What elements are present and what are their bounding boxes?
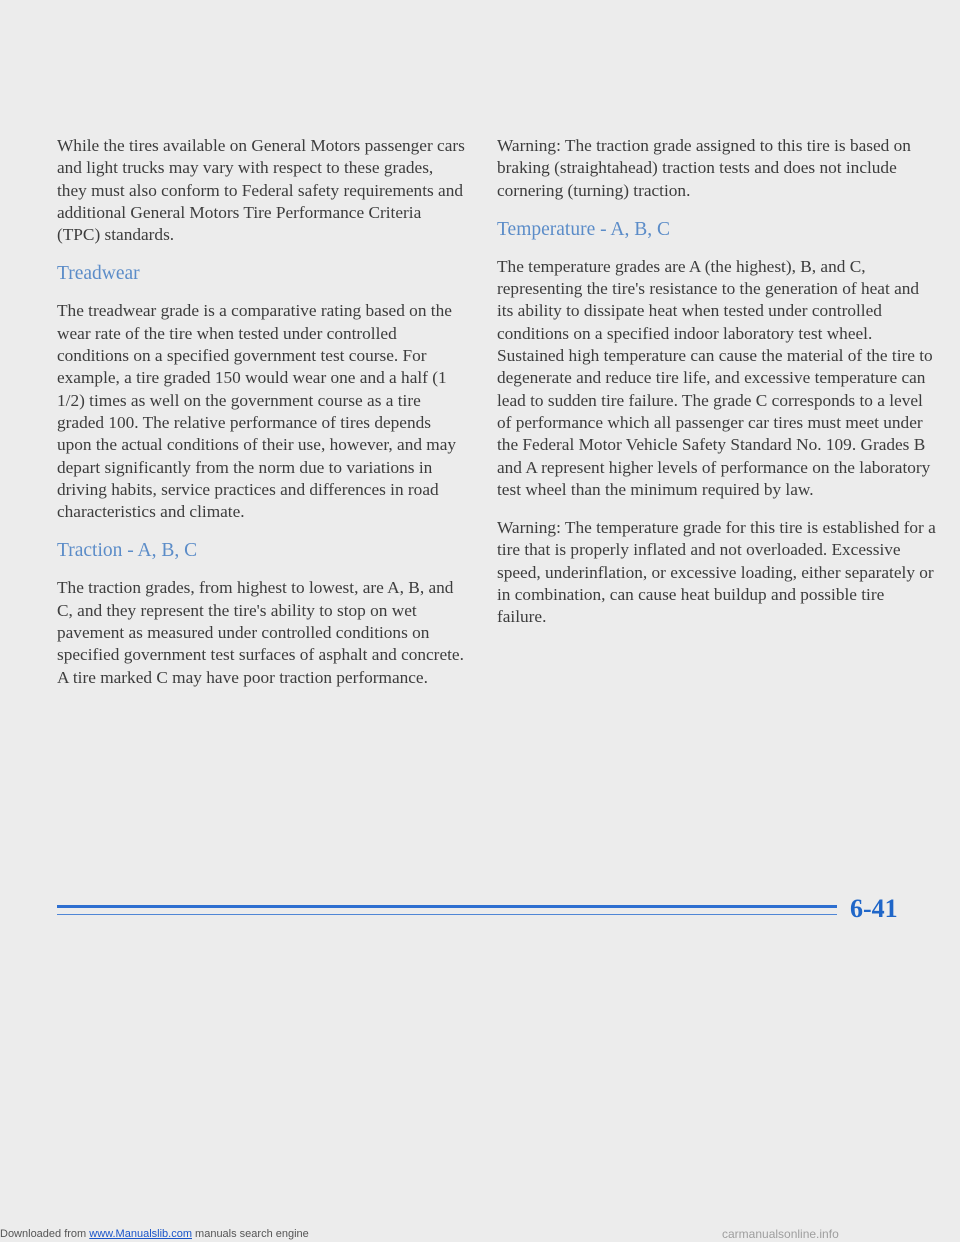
temperature-paragraph: The temperature grades are A (the highest), B, and C, representing the tire's resistance to the generation of heat and its ability to dissipate heat when tested under controlled conditions on a specified indoor laboratory test wheel. Sustained high temperature can cause the material of the tire to degenerate and reduce tire life, and excessive temperature can lead to sudden tire failure. The grade C corresponds to a level of performance which all passenger car tires must meet under the Federal Motor Vehicle Safety Standard No. 109. Grades B and A represent higher levels of performance on the laboratory test wheel than the minimum required by law. <box>497 256 933 499</box>
treadwear-heading: Treadwear <box>57 263 140 285</box>
footer-rule-thin <box>57 914 837 915</box>
traction-warning-paragraph: Warning: The traction grade assigned to this tire is based on braking (straightahead) traction tests and does not include cornering (turning) traction. <box>497 136 911 200</box>
traction-heading: Traction - A, B, C <box>57 540 198 562</box>
temperature-heading: Temperature - A, B, C <box>497 218 671 240</box>
watermark: carmanualsonline.info <box>722 1227 839 1241</box>
page-number: 6-41 <box>850 894 898 923</box>
download-suffix: manuals search engine <box>191 1228 309 1240</box>
download-prefix: Downloaded from <box>0 1228 90 1240</box>
right-column <box>497 135 937 645</box>
temperature-warning-paragraph: Warning: The temperature grade for this tire is established for a tire that is properly inflated and not overloaded. Excessive speed, underinflation, or excessive loading, either separately or in combination, can cause heat buildup and possible tire failure. <box>497 518 936 627</box>
download-bar <box>0 1226 309 1242</box>
traction-paragraph: The traction grades, from highest to lowest, are A, B, and C, and they represent the tire's ability to stop on wet pavement as measured under controlled conditions on specified government test surfaces of asphalt and concrete. A tire marked C may have poor traction performance. <box>57 578 464 687</box>
left-column <box>57 135 467 705</box>
treadwear-paragraph: The treadwear grade is a comparative rating based on the wear rate of the tire when tested under controlled conditions on a specified government test course. For example, a tire graded 150 would wear one and a half (1 1/2) times as well on the government course as a tire graded 100. The relative performance of tires depends upon the actual conditions of their use, however, and may depart significantly from the norm due to variations in driving habits, service practices and differences in road characteristics and climate. <box>57 301 457 522</box>
intro-paragraph: While the tires available on General Motors passenger cars and light trucks may vary with respect to these grades, they must also conform to Federal safety requirements and additional General Motors Tire Performance Criteria (TPC) standards. <box>57 136 465 245</box>
manualslib-link[interactable]: www.Manualslib.com <box>89 1228 192 1240</box>
footer-rule <box>57 905 837 908</box>
